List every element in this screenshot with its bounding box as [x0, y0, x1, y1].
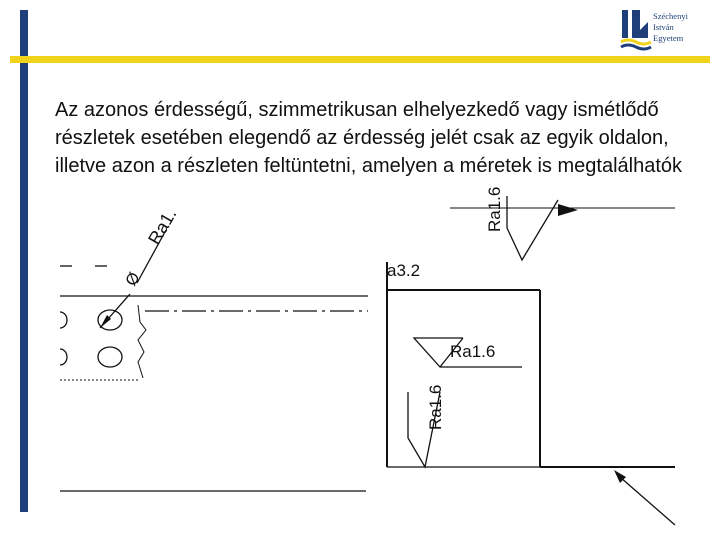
- top-roughness-symbol: [507, 196, 558, 260]
- right-roughness-annotations: [408, 196, 675, 525]
- hole-partial-arc: [60, 349, 67, 365]
- left-break-line: [138, 305, 146, 378]
- hole-partial-arc: [60, 312, 67, 328]
- bottom-leader-line: [620, 477, 675, 525]
- diameter-symbol: Ø: [122, 269, 144, 289]
- top-arrowhead: [558, 204, 578, 216]
- left-drawing: [60, 230, 368, 491]
- logo-line-2: István: [653, 22, 674, 32]
- partial-roughness-label: a3.2: [387, 261, 421, 280]
- slide-body-text: Az azonos érdességű, szimmetrikusan elhelyezkedő vagy ismétlődő részletek esetében elegendő az érdesség jelét csak az egyik oldalon, illetve azon a részleten feltüntetni, amelyen a méretek is megtalálhatók: [55, 99, 683, 177]
- hole-circle: [98, 347, 122, 367]
- middle-roughness-label: Ra1.6: [450, 342, 496, 361]
- left-roughness-label: Ra1.: [144, 205, 181, 248]
- logo-line-3: Egyetem: [653, 33, 684, 43]
- lower-roughness-label: Ra1.6: [426, 384, 445, 430]
- right-drawing: [387, 262, 675, 467]
- logo-line-1: Széchenyi: [653, 11, 688, 21]
- top-roughness-label: Ra1.6: [485, 186, 504, 232]
